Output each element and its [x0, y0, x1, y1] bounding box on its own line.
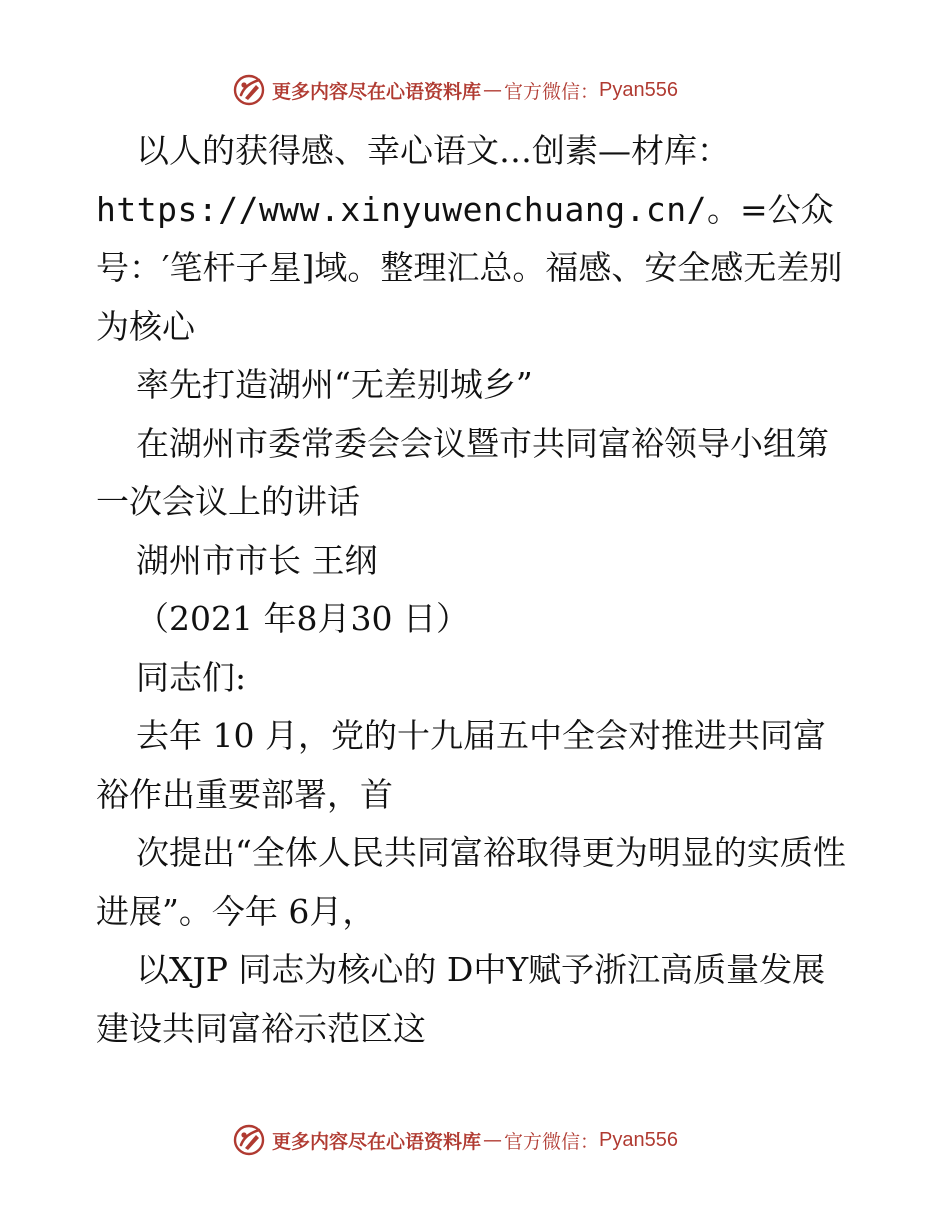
banner-dash: — [483, 1129, 503, 1151]
intro-text-1: 以人的获得感、幸心语文…创素—材库： [136, 131, 730, 170]
salutation: 同志们: [136, 657, 247, 697]
brand-logo-icon [232, 1123, 266, 1157]
banner-wechat-label: 官方微信： [504, 1130, 600, 1153]
document-subtitle: 在湖州市委常委会会议暨市共同富裕领导小组第一次会议上的讲话 [96, 423, 829, 521]
paragraph-intro [96, 122, 856, 356]
document-author: 湖州市市长 王纲 [136, 540, 378, 580]
banner-wechat-id: Pyan556 [599, 78, 678, 101]
brand-logo-icon [232, 73, 266, 107]
paragraph-1: 去年 10 月，党的十九届五中全会对推进共同富裕作出重要部署，首 [96, 716, 826, 814]
document-body [96, 122, 856, 1058]
header-banner [232, 70, 678, 110]
banner-site-name: 更多内容尽在心语资料库 [272, 80, 482, 103]
intro-url: https://www.xinyuwenchuang.cn/ [96, 189, 708, 229]
banner-dash: — [483, 79, 503, 101]
document-title: 率先打造湖州“无差别城乡” [136, 365, 533, 404]
banner-site-name: 更多内容尽在心语资料库 [272, 1130, 482, 1153]
paragraph-2: 次提出“全体人民共同富裕取得更为明显的实质性进展”。今年 6月， [96, 833, 846, 931]
banner-wechat-label: 官方微信： [504, 80, 600, 103]
footer-banner [232, 1120, 678, 1160]
banner-wechat-id: Pyan556 [599, 1128, 678, 1151]
paragraph-3: 以XJP 同志为核心的 D中Y赋予浙江高质量发展建设共同富裕示范区这 [96, 950, 826, 1048]
document-date: （2021 年8月30 日） [136, 599, 469, 638]
intro-text-2: 。=公众号：′笔杆子星]域。整理汇总。福感、安全感无差别为核心 [96, 189, 843, 346]
